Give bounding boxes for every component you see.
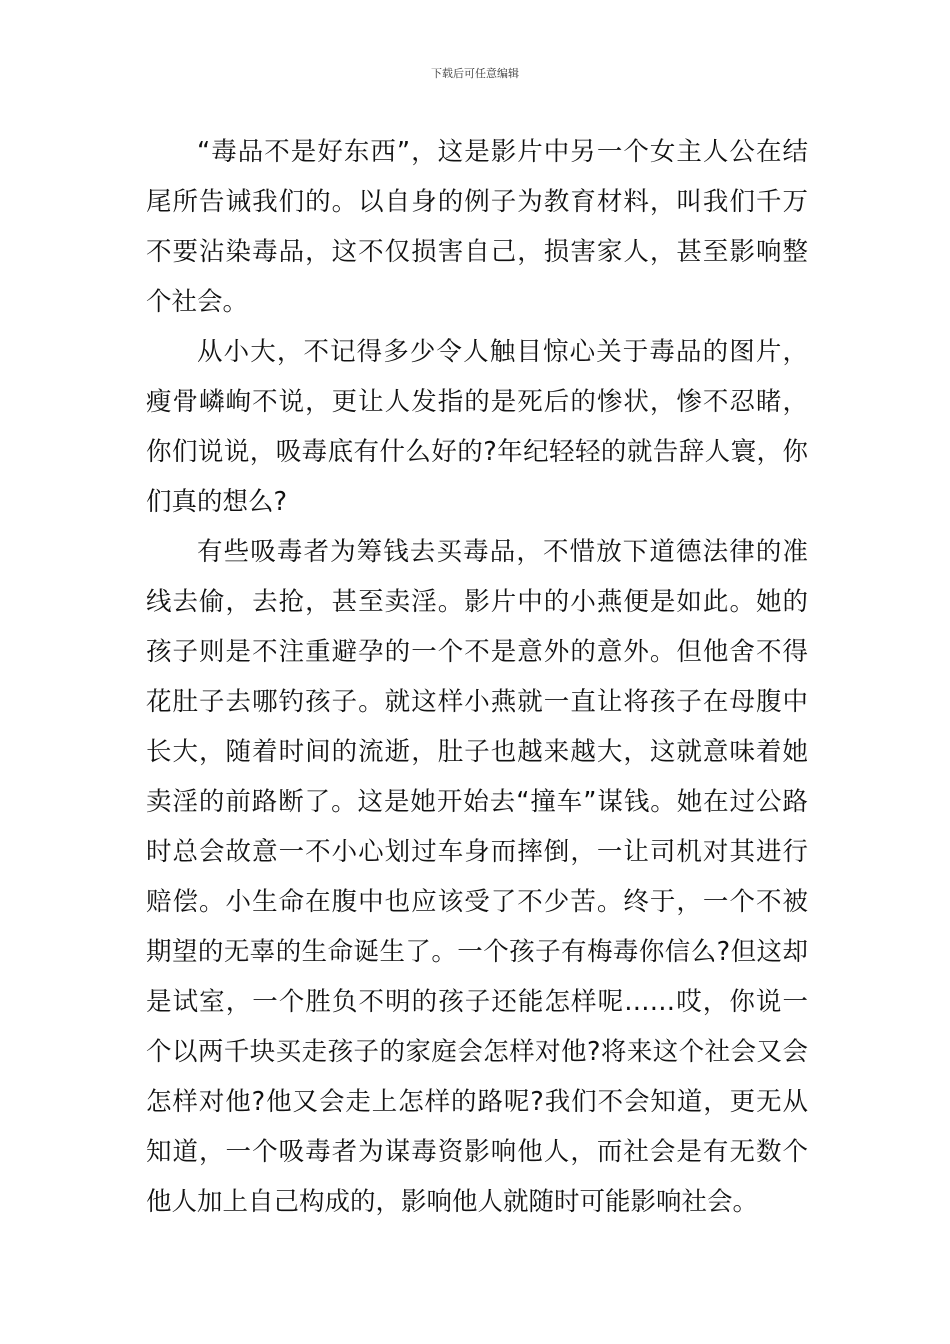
paragraph: “毒品不是好东西”，这是影片中另一个女主人公在结尾所告诫我们的。以自身的例子为教育材料，叫我们千万不要沾染毒品，这不仅损害自己，损害家人，甚至影响整个社会。: [146, 137, 808, 317]
paragraph: 从小大，不记得多少令人触目惊心关于毒品的图片，瘦骨嶙峋不说，更让人发指的是死后的惨状，惨不忍睹，你们说说，吸毒底有什么好的?年纪轻轻的就告辞人寰，你们真的想么?: [146, 337, 808, 517]
document-body: [146, 127, 808, 1227]
page-header: 下载后可任意编辑: [431, 67, 519, 80]
paragraph: 有些吸毒者为筹钱去买毒品，不惜放下道德法律的准线去偷，去抢，甚至卖淫。影片中的小燕便是如此。她的孩子则是不注重避孕的一个不是意外的意外。但他舍不得花肚子去哪钓孩子。就这样小燕就一直让将孩子在母腹中长大，随着时间的流逝，肚子也越来越大，这就意味着她卖淫的前路断了。这是她开始去“撞车”谋钱。她在过公路时总会故意一不小心划过车身而摔倒，一让司机对其进行赔偿。小生命在腹中也应该受了不少苦。终于，一个不被期望的无辜的生命诞生了。一个孩子有梅毒你信么?但这却是试室，一个胜负不明的孩子还能怎样呢……哎，你说一个以两千块买走孩子的家庭会怎样对他?将来这个社会又会怎样对他?他又会走上怎样的路呢?我们不会知道，更无从知道，一个吸毒者为谋毒资影响他人，而社会是有无数个他人加上自己构成的，影响他人就随时可能影响社会。: [146, 537, 808, 1217]
